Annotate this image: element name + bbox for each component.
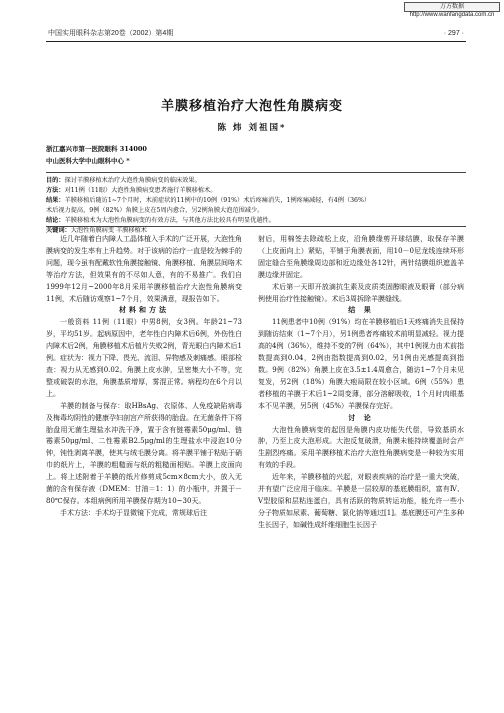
section-heading-discussion: 讨 论	[348, 413, 374, 422]
header-rule	[46, 41, 466, 42]
abstract-result: 结果：羊膜移植后随访1~7个月时，术前症状的11例中的10例（91%）术后疼痛消失，1例疼痛减轻，有4例（36%）	[46, 197, 371, 204]
postop-paragraph: 术后第一天即开放滴抗生素及皮质类固醇眼液及眼膏（部分病例使用治疗性接触镜）。术后3周拆除羊膜缝线。	[258, 282, 464, 303]
intro-paragraph: 近几年随着白内障人工晶体植入手术的广泛开展，大泡性角膜病变的发生率有上升趋势。对于该病的治疗一直是较为棘手的问题，现今虽有配戴软性角膜接触镜、角膜移植、角膜层间咯术等治疗方法，但效果有的不尽如人意，有的不易推广。我们自1999年12月~2000年8月采用羊膜移植治疗大泡性角膜病变11例，术后随访观察1~7个月，效果满意，现报告如下。	[46, 235, 242, 303]
watermark-stamp: 万方数据 http://www.wanfangdata.com.cn	[404, 2, 500, 12]
abstract-objective: 目的：探讨羊膜移植术治疗大泡性角膜病变的临床效果。	[46, 177, 201, 184]
abstract	[46, 176, 464, 236]
methods-amnion-paragraph: 羊膜的制备与保存：取HBsAg、衣原体、人免疫缺陷病毒及梅毒均阴性的健康孕妇剖宫产所获得的胎盘。在无菌条件下将胎盘用无菌生理盐水冲洗干净，置于含有链霉素50μg/ml、链霉素50μg/ml、二性霉素B2.5μg/ml的生理盐水中浸泡10分钟，钝性剥离羊膜，使其与绒毛膜分离。将羊膜平铺于粘贴于硝巾的纸片上，羊膜的粗糙面与纸的粗糙面相贴。羊膜上皮面向上。将上述附着于羊膜的纸片修剪成5cm×8cm大小，放入无菌的含有保存液（DMEM：甘油＝1：1）的小瓶中，并置于－80℃保存。本组病例所用羊膜保存期为10~30天。	[46, 401, 242, 505]
results-paragraph: 11例患者中10例（91%）均在羊膜移植后1天疼痛消失且保持到随访结束（1~7个月），另1例患者疼痛较术前明显减轻。视力提高的4例（36%），维持不变的7例（64%），其中1例视力由术前指数提高到0.04，2例由指数提高到0.02，另1例由光感提高到指数。9例（82%）角膜上皮在3.5±1.4周愈合，随访1~7个月未见复发，另2例（18%）角膜大疱局限在较小区域。6例（55%）患者移植的羊膜于术后1~2周变薄，部分溶解吸收，1个月时肉眼基本不见羊膜，另5例（45%）羊膜保存完好。	[258, 318, 464, 410]
methods-surgery-paragraph: 手术方法：手术均于显微镜下完成，常规球后注	[60, 508, 207, 517]
abstract-bottom-rule	[46, 226, 466, 227]
methods-surgery-cont: 射后，用棉签去除疏松上皮，沿角膜缘剪开球结膜，取保存羊膜（上皮面向上）紧贴，平铺于角膜表面，用10－0尼龙线连续环形固定缝合至角膜缘周边部和近边缘处各12针，两针结膜组织遮盖羊膜边缘并固定。	[258, 235, 464, 279]
running-header	[48, 28, 464, 40]
discussion-paragraph-2: 近年来，羊膜移植的兴起，对眼表疾病的治疗是一重大突破，并有望广泛应用于临床。羊膜是一层较厚的基底膜组织，富有Ⅳ、Ⅴ型胶原和层粘连蛋白，具有活跃的物质转运功能，能允许一些小分子物质如尿素、葡萄糖、氯化钠等通过[1]。基底膜还可产生多种生长因子，如碱性成纤维细胞生长因子	[258, 473, 464, 529]
section-heading-methods: 材料和方法	[119, 306, 169, 315]
article-authors: 陈 炜 刘祖国*	[217, 123, 287, 133]
affiliation-2: 中山医科大学中山眼科中心 *	[46, 157, 130, 165]
abstract-keywords: 关键词：大泡性角膜病变 羊膜移植术	[46, 227, 147, 234]
abstract-top-rule	[46, 172, 466, 173]
journal-citation: 中国实用眼科杂志第20卷（2002）第4期	[48, 30, 174, 37]
right-column	[258, 234, 464, 532]
discussion-paragraph-1: 大泡性角膜病变的起因是角膜内皮功能失代偿，导致基质水肿，乃至上皮大泡形成。大泡反复破溃，角膜未能持续覆盖时会产生剧烈疼痛。采用羊膜移植术治疗大泡性角膜病变是一种较为实用有效的手段。	[258, 425, 464, 470]
methods-general-paragraph: 一般资料 11例（11眼）中男8例，女3例。年龄21~73岁，平均51岁。起病原因中，老年性白内障术后6例，外伤性白内障术后2例，角膜移植术后植片失败2例，青光眼白内障术后1例。症状为：视力下降、畏光、流泪、异物感及刺痛感。眼部检查：视力从无感到0.02。角膜上皮水肿，呈密集大小不等，完整或破裂的水泡，角膜基质增厚，雾混正常。病程均在6个月以上。	[46, 318, 242, 398]
abstract-conclusion: 结论：羊膜移植术为大泡性角膜病变的有效方法，与其他方法比较具有明显优越性。	[46, 217, 275, 224]
affiliation-1: 浙江嘉兴市第一医院眼科 314000	[46, 145, 147, 153]
abstract-result-cont: 术后视力提高，9例（82%）角膜上皮在5周内愈合，另2例角膜大泡范围减少。	[46, 207, 264, 214]
abstract-method: 方法：对11例（11眼）大泡性角膜病变患者施行羊膜移植术。	[46, 187, 217, 194]
article-title: 羊膜移植治疗大泡性角膜病变	[160, 99, 343, 114]
section-heading-results: 结 果	[348, 306, 374, 315]
page-number: · 297 ·	[443, 30, 464, 37]
left-column	[46, 234, 242, 520]
